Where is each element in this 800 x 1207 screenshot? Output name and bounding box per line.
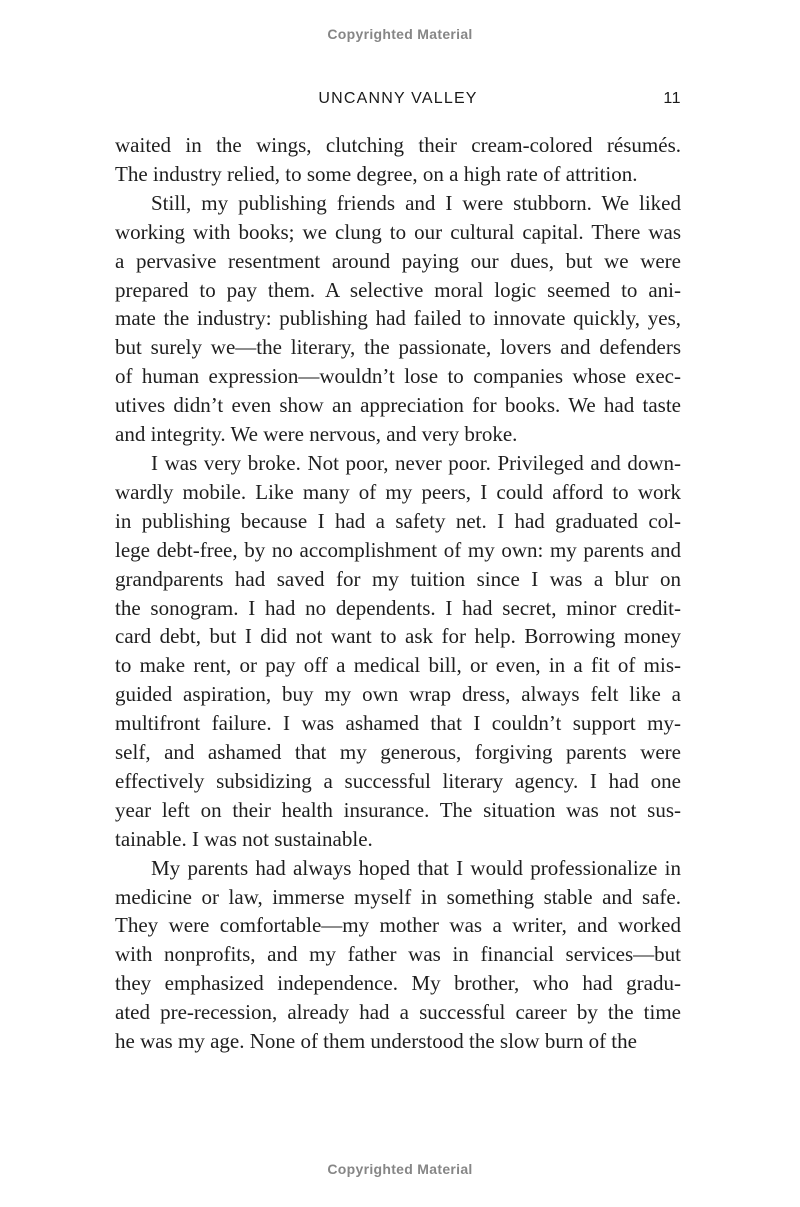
page-number: 11 <box>663 90 681 107</box>
body-line: They were comfortable—my mother was a writer, and worked <box>115 913 681 938</box>
copyright-notice-top: Copyrighted Material <box>327 26 473 42</box>
body-line: self, and ashamed that my generous, forgiving parents were <box>115 740 681 765</box>
body-line: prepared to pay them. A selective moral logic seemed to ani- <box>115 277 681 302</box>
body-line: grandparents had saved for my tuition since I was a blur on <box>115 566 681 591</box>
body-line: wardly mobile. Like many of my peers, I could afford to work <box>115 479 681 504</box>
body-line: but surely we—the literary, the passionate, lovers and defenders <box>115 335 681 360</box>
body-line: I was very broke. Not poor, never poor. Privileged and down- <box>151 450 681 475</box>
body-line: multifront failure. I was ashamed that I couldn’t support my- <box>115 711 681 736</box>
running-head-title: UNCANNY VALLEY <box>318 90 478 107</box>
running-head <box>115 91 681 109</box>
body-line: he was my age. None of them understood the slow burn of the <box>115 1029 637 1054</box>
body-line: The industry relied, to some degree, on a high rate of attrition. <box>115 161 638 186</box>
body-line: ated pre-recession, already had a successful career by the time <box>115 1000 681 1025</box>
copyright-notice-bottom: Copyrighted Material <box>327 1161 473 1177</box>
body-line: and integrity. We were nervous, and very broke. <box>115 422 518 447</box>
body-line: a pervasive resentment around paying our dues, but we were <box>115 248 681 273</box>
body-line: with nonprofits, and my father was in financial services—but <box>115 942 681 967</box>
body-line: lege debt-free, by no accomplishment of my own: my parents and <box>115 537 681 562</box>
body-line: the sonogram. I had no dependents. I had secret, minor credit- <box>115 595 681 620</box>
body-line: guided aspiration, buy my own wrap dress, always felt like a <box>115 682 681 707</box>
body-line: in publishing because I had a safety net. I had graduated col- <box>115 508 681 533</box>
body-line: medicine or law, immerse myself in something stable and safe. <box>115 884 681 909</box>
body-line: utives didn’t even show an appreciation for books. We had taste <box>115 393 681 418</box>
body-line: tainable. I was not sustainable. <box>115 826 373 851</box>
body-line: effectively subsidizing a successful literary agency. I had one <box>115 768 681 793</box>
body-line: Still, my publishing friends and I were stubborn. We liked <box>151 190 681 215</box>
body-line: My parents had always hoped that I would professionalize in <box>151 855 681 880</box>
body-line: card debt, but I did not want to ask for help. Borrowing money <box>115 624 681 649</box>
body-line: working with books; we clung to our cultural capital. There was <box>115 219 681 244</box>
body-text <box>115 131 681 1056</box>
body-line: year left on their health insurance. The situation was not sus- <box>115 797 681 822</box>
body-line: mate the industry: publishing had failed to innovate quickly, yes, <box>115 306 681 331</box>
body-line: waited in the wings, clutching their cream-colored résumés. <box>115 133 681 157</box>
body-line: they emphasized independence. My brother, who had gradu- <box>115 971 681 996</box>
body-line: to make rent, or pay off a medical bill, or even, in a fit of mis- <box>115 653 681 678</box>
body-line: of human expression—wouldn’t lose to companies whose exec- <box>115 364 681 389</box>
